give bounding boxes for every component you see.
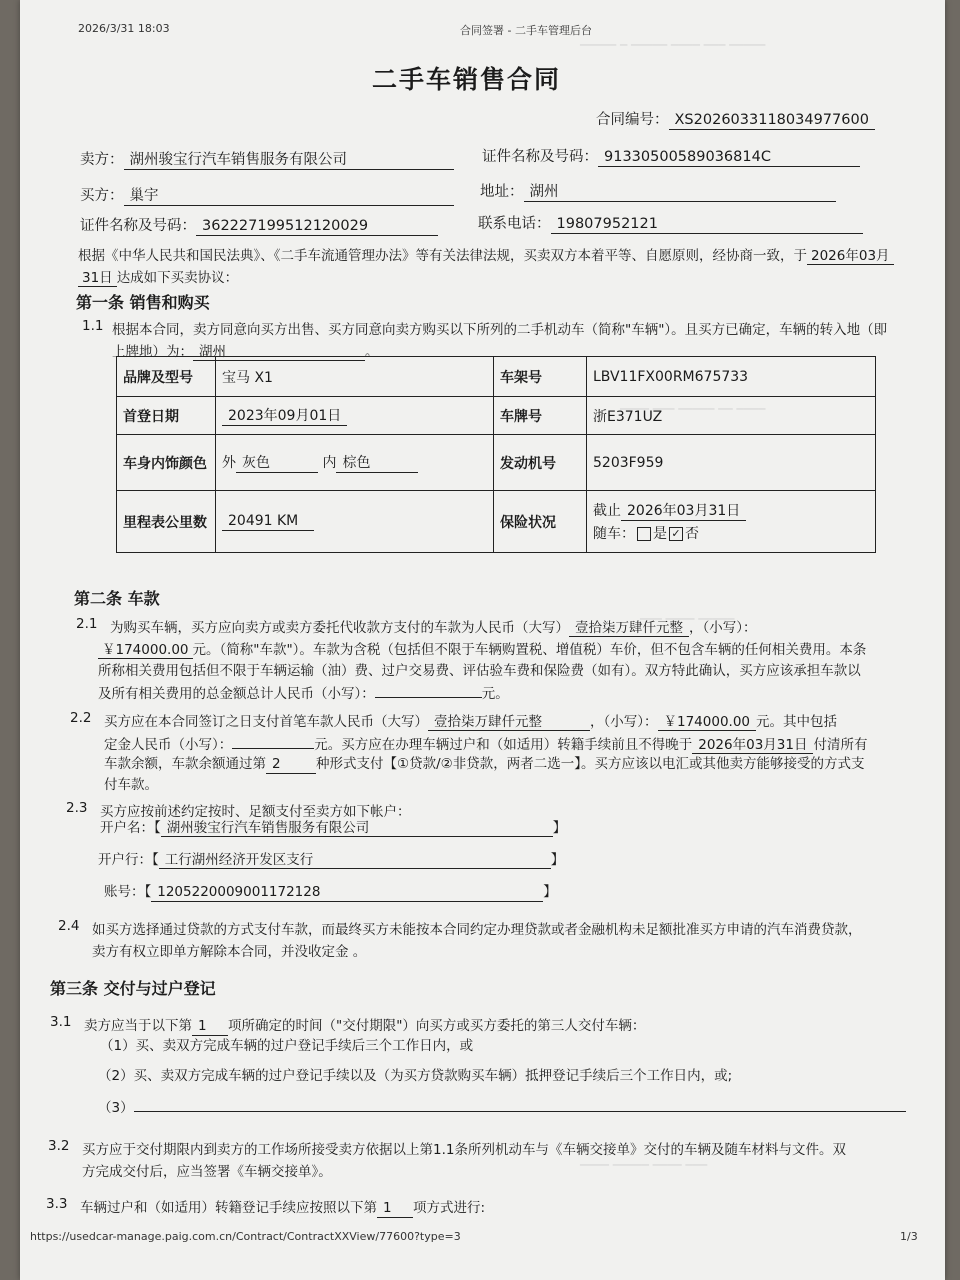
intro-line-2 xyxy=(78,266,238,287)
bracket-left: 【 xyxy=(144,884,152,900)
interior-prefix: 内 xyxy=(322,455,337,471)
buyer-address-label: 地址： xyxy=(480,184,524,200)
yes-checkbox[interactable] xyxy=(637,527,651,541)
clause-2-2-text: 定金人民币（小写）： xyxy=(104,737,233,753)
clause-3-1-text: 卖方应当于以下第 xyxy=(84,1018,192,1034)
clause-2-2-text: ，（小写）： xyxy=(590,714,658,730)
delivery-option-1: （1）买、卖双方完成车辆的过户登记手续后三个工作日内，或 xyxy=(100,1038,474,1054)
first-payment-words: 壹拾柒万肆仟元整 xyxy=(428,710,590,731)
bracket-right: 】 xyxy=(543,884,557,900)
clause-2-1-text: 及所有相关费用的总金额总计人民币（小写）： xyxy=(98,686,375,702)
clause-2-2-text: 元。买方应在办理车辆过户和（如适用）转籍手续前且不得晚于 xyxy=(314,737,693,753)
article-1-title: 第一条 销售和购买 xyxy=(76,293,210,312)
seller-id-value: 91330500589036814C xyxy=(598,149,860,167)
first-payment-figures: ￥174000.00 xyxy=(658,710,757,731)
clause-2-2-text: 种形式支付【①贷款/②非贷款，两者二选一】。买方应该以电汇或其他卖方能够接受的方式支 xyxy=(316,756,865,772)
clause-2-4-num: 2.4 xyxy=(58,918,80,934)
contract-title: 二手车销售合同 xyxy=(372,65,562,94)
clause-3-1-line-1 xyxy=(84,1014,645,1036)
delivery-option-3 xyxy=(98,1094,906,1116)
buyer-id-field xyxy=(80,214,438,236)
buyer-phone-field xyxy=(478,212,863,234)
vin-value: LBV11FX00RM675733 xyxy=(587,357,876,397)
account-name-value: 湖州骏宝行汽车销售服务有限公司 xyxy=(161,816,553,837)
clause-2-2-num: 2.2 xyxy=(70,710,92,726)
seller-id-label: 证件名称及号码： xyxy=(482,149,598,165)
account-name-field xyxy=(100,816,566,837)
clause-2-2-text: 车款余额，车款余额通过第 xyxy=(104,756,266,772)
reg-date-value: 2023年09月01日 xyxy=(222,405,347,426)
buyer-field xyxy=(80,184,454,206)
option-3-blank xyxy=(134,1094,906,1112)
mileage-label: 里程表公里数 xyxy=(117,491,216,553)
insurance-date: 2026年03月31日 xyxy=(621,500,746,521)
account-name-label: 开户名： xyxy=(100,820,154,836)
clause-2-1-text: 元。（简称"车款"）。车款为含税（包括但不限于车辆购置税、增值税）车价，但不包含车辆的任何相关费用。本条 xyxy=(192,642,867,658)
account-number-field xyxy=(104,880,557,902)
reg-date-label: 首登日期 xyxy=(117,397,216,435)
clause-2-2-text: 元。其中包括 xyxy=(756,714,838,730)
clause-2-2-line-2 xyxy=(104,731,867,754)
clause-2-2-text: 付清所有 xyxy=(813,737,868,753)
buyer-phone-value: 19807952121 xyxy=(551,216,863,234)
print-page-number: 1/3 xyxy=(900,1230,918,1243)
exterior-prefix: 外 xyxy=(222,455,236,471)
table-row xyxy=(117,397,876,435)
contract-number xyxy=(596,108,875,130)
clause-3-3-text: 车辆过户和（如适用）转籍登记手续应按照以下第 xyxy=(80,1200,377,1216)
clause-3-3-num: 3.3 xyxy=(46,1196,68,1212)
buyer-address-field xyxy=(480,180,836,202)
clause-3-3-line-1 xyxy=(80,1196,485,1218)
insurance-cell xyxy=(587,491,876,553)
bracket-left: 【 xyxy=(152,852,159,868)
contract-number-value: XS2026033118034977600 xyxy=(669,112,875,130)
engine-value: 5203F959 xyxy=(587,435,876,491)
no-checkbox-checked[interactable]: ✓ xyxy=(669,527,683,541)
deposit-blank xyxy=(232,731,314,749)
yes-label: 是 xyxy=(653,526,667,542)
clause-2-4-line-2: 卖方有权立即单方解除本合同，并没收定金 。 xyxy=(92,944,367,960)
clause-3-3-text: 项方式进行: xyxy=(413,1200,486,1216)
clause-2-1-line-4 xyxy=(98,680,509,702)
plate-label: 车牌号 xyxy=(494,397,587,435)
reg-date-cell xyxy=(216,397,494,435)
table-row xyxy=(117,435,876,491)
intro-date-b: 31日 xyxy=(78,266,117,287)
interior-color: 棕色 xyxy=(336,452,418,473)
clause-3-1-num: 3.1 xyxy=(50,1014,72,1030)
print-url: https://usedcar-manage.paig.com.cn/Contract/ContractXXView/77600?type=3 xyxy=(30,1230,461,1243)
bleed-through-text: ──── ───── ──── ─── xyxy=(580,1158,708,1172)
clause-3-2-line-2: 方完成交付后，应当签署《车辆交接单》。 xyxy=(82,1164,332,1180)
article-2-title: 第二条 车款 xyxy=(74,589,160,608)
destination-label: 上牌地）为： xyxy=(112,344,193,360)
clause-3-1-text: 项所确定的时间（"交付期限"）向买方或买方委托的第三人交付车辆： xyxy=(228,1018,646,1034)
clause-2-2-line-3 xyxy=(104,752,865,774)
bracket-right: 】 xyxy=(550,852,565,868)
clause-2-2-text: 买方应在本合同签订之日支付首笔车款人民币（大写） xyxy=(104,714,428,730)
buyer-label: 买方： xyxy=(80,188,124,204)
intro-date-a: 2026年03月 xyxy=(807,244,894,265)
insurance-label: 保险状况 xyxy=(494,491,587,553)
brand-value: 宝马 X1 xyxy=(216,357,494,397)
delivery-item: 1 xyxy=(192,1018,228,1036)
bank-field xyxy=(98,848,564,869)
clause-2-2-line-4: 付车款。 xyxy=(104,777,158,793)
price-in-words: 壹拾柒万肆仟元整 xyxy=(569,616,689,637)
account-number-label: 账号： xyxy=(104,884,145,900)
seller-label: 卖方： xyxy=(80,152,124,168)
clause-2-3-text: 买方应按前述约定按时、足额支付至卖方如下帐户： xyxy=(100,804,411,820)
clause-2-1-text: 为购买车辆，买方应向卖方或卖方委托代收款方支付的车款为人民币（大写） xyxy=(110,620,569,636)
clause-2-1-num: 2.1 xyxy=(76,616,98,632)
article-1-1-num: 1.1 xyxy=(82,318,104,334)
payment-method: 2 xyxy=(266,756,316,774)
print-page-title: 合同签署 - 二手车管理后台 xyxy=(460,24,592,37)
clause-2-1-line-2 xyxy=(98,638,866,659)
mileage-value: 20491 KM xyxy=(222,513,314,531)
buyer-address-value: 湖州 xyxy=(524,180,836,202)
table-row xyxy=(117,491,876,553)
bleed-through-text: ───── ─ ───── ──── ─── ───── xyxy=(580,38,766,52)
buyer-phone-label: 联系电话： xyxy=(478,216,551,232)
seller-field xyxy=(80,148,454,170)
plate-value: 浙E371UZ xyxy=(587,397,876,435)
article-3-title: 第三条 交付与过户登记 xyxy=(50,979,216,998)
transfer-item: 1 xyxy=(377,1200,413,1218)
seller-id-field xyxy=(482,145,860,167)
clause-2-1-text: 元。 xyxy=(481,686,509,702)
color-cell xyxy=(216,435,494,491)
article-1-1-line-1: 根据本合同，卖方同意向买方出售、买方同意向卖方购买以下所列的二手机动车（简称"车辆"）。且买方已确定，车辆的转入地（即 xyxy=(112,322,888,338)
bracket-left: 【 xyxy=(154,820,161,836)
table-row xyxy=(117,357,876,397)
color-label: 车身内饰颜色 xyxy=(117,435,216,491)
payment-deadline: 2026年03月31日 xyxy=(692,733,813,754)
engine-label: 发动机号 xyxy=(494,435,587,491)
with-car-label: 随车： xyxy=(593,526,635,542)
bracket-right: 】 xyxy=(552,820,567,836)
brand-label: 品牌及型号 xyxy=(117,357,216,397)
exterior-color: 灰色 xyxy=(236,452,318,473)
no-label: 否 xyxy=(685,526,699,542)
destination-dot: 。 xyxy=(365,344,379,360)
vehicle-info-table xyxy=(116,356,876,553)
vin-label: 车架号 xyxy=(494,357,587,397)
option-3-label: （3） xyxy=(98,1100,134,1116)
buyer-id-value: 362227199512120029 xyxy=(196,218,438,236)
bank-value: 工行湖州经济开发区支行 xyxy=(159,848,551,869)
clause-3-2-num: 3.2 xyxy=(48,1138,70,1154)
clause-2-1-line-1 xyxy=(110,616,757,637)
clause-2-2-line-1 xyxy=(104,710,837,731)
destination-value: 湖州 xyxy=(193,340,365,361)
contract-number-label: 合同编号： xyxy=(596,112,669,128)
buyer-name: 巢宇 xyxy=(124,184,454,206)
bleed-through-text: ──── ─── ───── ── ──── xyxy=(620,402,766,416)
clause-2-1-line-3: 所称相关费用包括但不限于车辆运输（油）费、过户交易费、评估验车费和保险费（如有）。双方特此确认，买方应该承担车款以 xyxy=(98,663,861,679)
clause-2-3-num: 2.3 xyxy=(66,800,88,816)
total-amount-blank xyxy=(375,680,482,698)
print-datetime: 2026/3/31 18:03 xyxy=(78,22,170,35)
bleed-through-text: ─── ──── ───── xyxy=(640,612,735,626)
insurance-prefix: 截止 xyxy=(593,503,621,519)
account-number-value: 1205220009001172128 xyxy=(151,884,543,902)
clause-3-2-line-1: 买方应于交付期限内到卖方的工作场所接受卖方依据以上第1.1条所列机动车与《车辆交接单》交付的车辆及随车材料与文件。双 xyxy=(82,1142,846,1158)
bank-label: 开户行： xyxy=(98,852,152,868)
intro-text: 根据《中华人民共和国民法典》、《二手车流通管理办法》等有关法律法规，买卖双方本着平等、自愿原则，经协商一致，于 xyxy=(78,248,807,264)
seller-name: 湖州骏宝行汽车销售服务有限公司 xyxy=(124,148,454,170)
price-in-figures: ￥174000.00 xyxy=(98,638,193,659)
intro-line-1 xyxy=(78,244,894,265)
intro-tail: 达成如下买卖协议： xyxy=(116,270,239,286)
delivery-option-2: （2）买、卖双方完成车辆的过户登记手续以及（为买方贷款购买车辆）抵押登记手续后三个工作日内，或; xyxy=(98,1068,733,1084)
clause-2-1-text: ，（小写）： xyxy=(689,620,757,636)
clause-2-4-line-1: 如买方选择通过贷款的方式支付车款，而最终买方未能按本合同约定办理贷款或者金融机构未足额批准买方申请的汽车消费贷款， xyxy=(92,922,862,938)
buyer-id-label: 证件名称及号码： xyxy=(80,218,196,234)
contract-page xyxy=(20,0,945,1280)
mileage-cell xyxy=(216,491,494,553)
